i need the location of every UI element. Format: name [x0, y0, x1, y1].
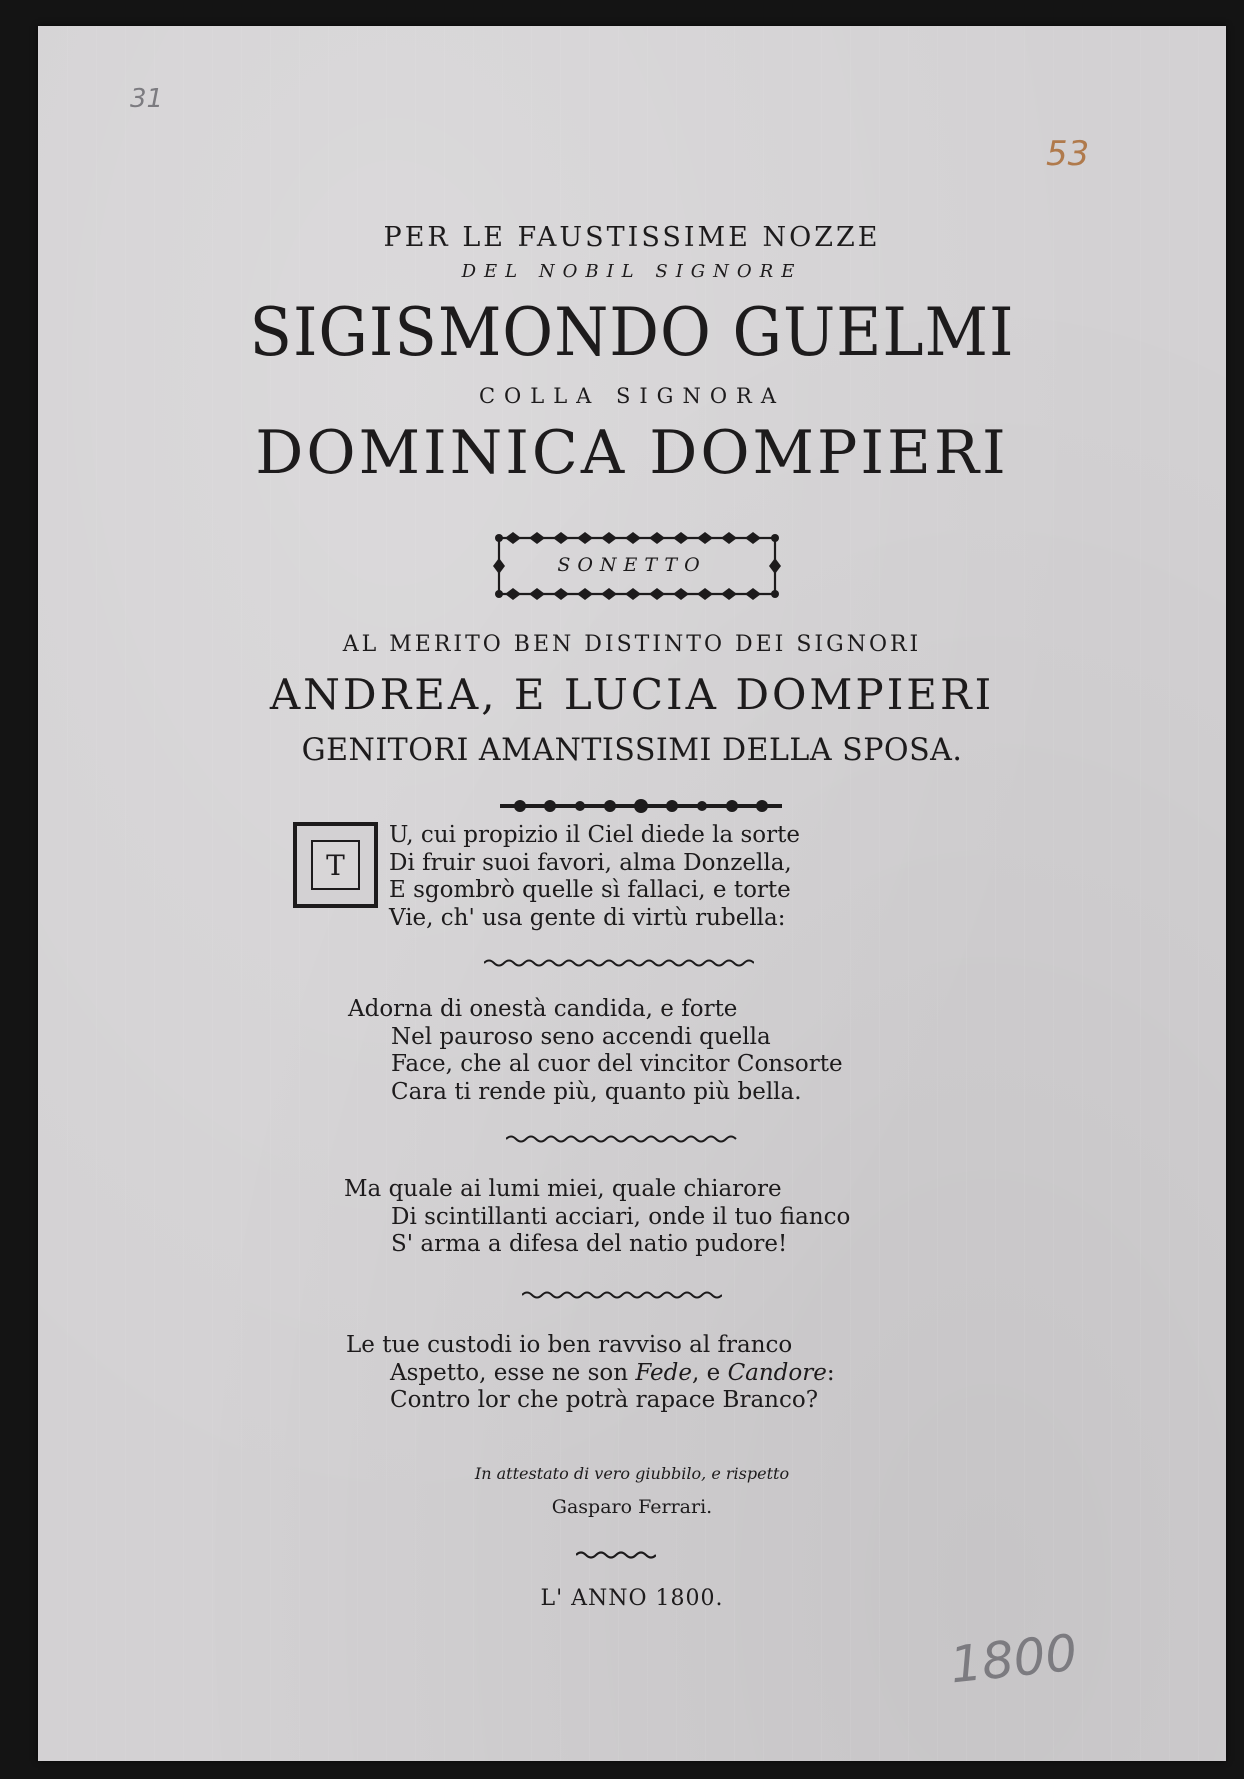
word-candore: Candore — [727, 1359, 827, 1386]
dropcap-ornament — [293, 822, 378, 908]
wave-divider-icon — [522, 1290, 722, 1300]
author-name: Gasparo Ferrari. — [551, 1496, 713, 1518]
stanza-1 — [389, 822, 800, 932]
pencil-mark-top-right: 53 — [1046, 134, 1090, 174]
stanza-3-line-3: S' arma a difesa del natio pudore! — [391, 1231, 788, 1257]
document-sheet — [38, 26, 1226, 1761]
bride-name: DOMINICA DOMPIERI — [255, 418, 1009, 488]
stanza-4-line-2-part-c: , e — [692, 1359, 728, 1386]
stanza-4-line-2-part-a: Aspetto, esse ne son — [390, 1359, 636, 1386]
stanza-4-line-3: Contro lor che potrà rapace Branco? — [390, 1387, 819, 1413]
pencil-mark-bottom-right: 1800 — [947, 1623, 1080, 1695]
stanza-4 — [346, 1332, 835, 1415]
stanza-1-line-3: E sgombrò quelle sì fallaci, e torte — [389, 877, 791, 903]
word-fede: Fede — [635, 1359, 693, 1386]
dedication-line-1: AL MERITO BEN DISTINTO DEI SIGNORI — [342, 632, 922, 657]
stanza-2-line-3: Face, che al cuor del vincitor Consorte — [391, 1051, 843, 1077]
sonnet-label: SONETTO — [557, 554, 707, 576]
stanza-2-line-1: Adorna di onestà candida, e forte — [348, 996, 738, 1022]
stanza-4-line-2 — [346, 1360, 835, 1388]
wave-divider-icon — [506, 1134, 740, 1144]
heading-line-2: DEL NOBIL SIGNORE — [461, 261, 803, 282]
stanza-3 — [344, 1176, 850, 1259]
dedication-names: ANDREA, E LUCIA DOMPIERI — [269, 670, 995, 719]
stanza-1-line-1: U, cui propizio il Ciel diede la sorte — [389, 822, 801, 848]
stanza-4-line-1: Le tue custodi io ben ravviso al franco — [346, 1332, 793, 1358]
heading-line-4: COLLA SIGNORA — [478, 384, 786, 408]
tribute-line: In attestato di vero giubbilo, e rispetto — [474, 1464, 790, 1483]
year-line: L' ANNO 1800. — [540, 1586, 724, 1611]
stanza-1-line-2: Di fruir suoi favori, alma Donzella, — [389, 849, 792, 876]
dedication-line-3: GENITORI AMANTISSIMI DELLA SPOSA. — [301, 732, 963, 768]
heading-line-1: PER LE FAUSTISSIME NOZZE — [383, 222, 881, 253]
stanza-2 — [348, 996, 843, 1106]
stanza-1-line-4: Vie, ch' usa gente di virtù rubella: — [389, 904, 786, 931]
wave-divider-icon — [484, 958, 754, 968]
stanza-4-line-2-part-e: : — [826, 1359, 835, 1386]
ornament-divider-icon — [500, 799, 782, 813]
stanza-3-line-1: Ma quale ai lumi miei, quale chiarore — [344, 1176, 782, 1202]
wave-divider-icon — [576, 1550, 656, 1560]
stanza-2-line-2: Nel pauroso seno accendi quella — [391, 1023, 771, 1050]
pencil-mark-top-left: 31 — [130, 84, 164, 114]
groom-name: SIGISMONDO GUELMI — [249, 294, 1015, 371]
stanza-2-line-4: Cara ti rende più, quanto più bella. — [391, 1078, 802, 1105]
stanza-3-line-2: Di scintillanti acciari, onde il tuo fianco — [391, 1203, 851, 1230]
dropcap-letter: T — [326, 848, 345, 882]
